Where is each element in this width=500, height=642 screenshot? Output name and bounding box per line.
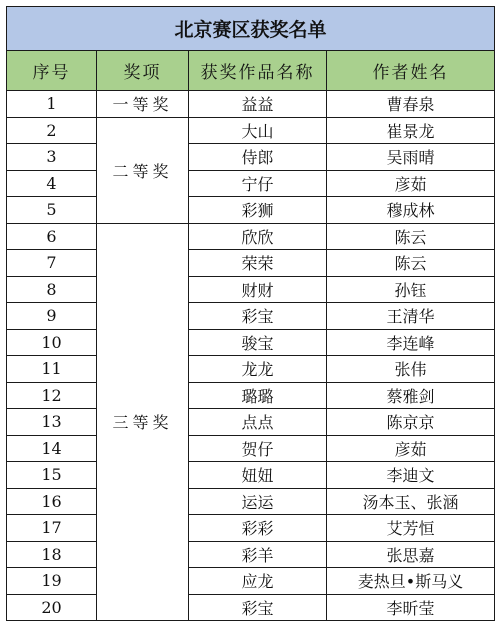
author-name-cell: 王清华 [327,303,495,330]
table-row [7,541,495,568]
row-number-cell: 3 [7,144,97,171]
award-table [6,6,495,621]
author-name-cell: 李迪文 [327,462,495,489]
table-row [7,223,495,250]
table-row [7,250,495,277]
work-name-cell: 侍郎 [189,144,327,171]
award-level-cell: 一等奖 [97,91,189,118]
work-name-cell: 彩宝 [189,303,327,330]
table-row [7,356,495,383]
author-name-cell: 陈京京 [327,409,495,436]
table-row [7,594,495,621]
work-name-cell: 宁仔 [189,170,327,197]
row-number-cell: 13 [7,409,97,436]
author-name-cell: 穆成林 [327,197,495,224]
table-title: 北京赛区获奖名单 [7,7,495,51]
row-number-cell: 2 [7,117,97,144]
row-number-cell: 11 [7,356,97,383]
row-number-cell: 4 [7,170,97,197]
work-name-cell: 大山 [189,117,327,144]
work-name-cell: 益益 [189,91,327,118]
table-row [7,276,495,303]
column-header-number: 序号 [7,51,97,91]
row-number-cell: 6 [7,223,97,250]
author-name-cell: 张思嘉 [327,541,495,568]
work-name-cell: 财财 [189,276,327,303]
award-list-sheet [6,6,494,621]
work-name-cell: 欣欣 [189,223,327,250]
work-name-cell: 骏宝 [189,329,327,356]
table-row [7,117,495,144]
table-row [7,435,495,462]
row-number-cell: 8 [7,276,97,303]
author-name-cell: 吴雨晴 [327,144,495,171]
row-number-cell: 15 [7,462,97,489]
row-number-cell: 18 [7,541,97,568]
author-name-cell: 麦热旦•斯马义 [327,568,495,595]
author-name-cell: 彦茹 [327,435,495,462]
award-level-cell: 三等奖 [97,223,189,621]
author-name-cell: 张伟 [327,356,495,383]
award-level-cell: 二等奖 [97,117,189,223]
table-row [7,197,495,224]
row-number-cell: 19 [7,568,97,595]
table-body [7,91,495,621]
work-name-cell: 龙龙 [189,356,327,383]
work-name-cell: 点点 [189,409,327,436]
row-number-cell: 17 [7,515,97,542]
table-row [7,462,495,489]
row-number-cell: 16 [7,488,97,515]
row-number-cell: 9 [7,303,97,330]
work-name-cell: 彩羊 [189,541,327,568]
author-name-cell: 汤本玉、张涵 [327,488,495,515]
author-name-cell: 曹春泉 [327,91,495,118]
author-name-cell: 陈云 [327,223,495,250]
work-name-cell: 彩宝 [189,594,327,621]
row-number-cell: 20 [7,594,97,621]
table-row [7,329,495,356]
work-name-cell: 应龙 [189,568,327,595]
work-name-cell: 贺仔 [189,435,327,462]
row-number-cell: 12 [7,382,97,409]
row-number-cell: 14 [7,435,97,462]
table-row [7,409,495,436]
table-row [7,515,495,542]
author-name-cell: 陈云 [327,250,495,277]
column-header-award: 奖项 [97,51,189,91]
table-row [7,144,495,171]
work-name-cell: 彩狮 [189,197,327,224]
work-name-cell: 荣荣 [189,250,327,277]
row-number-cell: 7 [7,250,97,277]
author-name-cell: 李连峰 [327,329,495,356]
row-number-cell: 5 [7,197,97,224]
table-row [7,382,495,409]
row-number-cell: 1 [7,91,97,118]
author-name-cell: 崔景龙 [327,117,495,144]
author-name-cell: 艾芳恒 [327,515,495,542]
column-header-work: 获奖作品名称 [189,51,327,91]
table-row [7,91,495,118]
column-header-author: 作者姓名 [327,51,495,91]
table-row [7,488,495,515]
table-row [7,303,495,330]
author-name-cell: 李昕莹 [327,594,495,621]
work-name-cell: 彩彩 [189,515,327,542]
work-name-cell: 璐璐 [189,382,327,409]
table-row [7,170,495,197]
work-name-cell: 妞妞 [189,462,327,489]
row-number-cell: 10 [7,329,97,356]
author-name-cell: 蔡雅剑 [327,382,495,409]
author-name-cell: 孙钰 [327,276,495,303]
work-name-cell: 运运 [189,488,327,515]
author-name-cell: 彦茹 [327,170,495,197]
table-row [7,568,495,595]
